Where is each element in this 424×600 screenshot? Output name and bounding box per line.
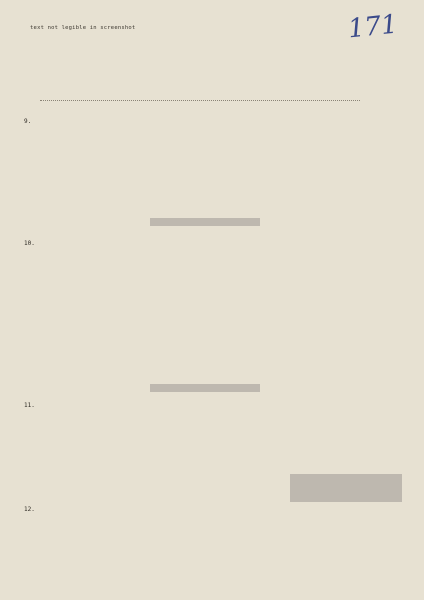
redaction-mark	[150, 218, 260, 226]
entry-3-number: 11.	[24, 402, 35, 409]
entry-3-text	[16, 402, 408, 466]
redaction-mark	[150, 384, 260, 392]
entry-4-text	[16, 506, 408, 592]
redaction-mark	[290, 474, 402, 502]
entry-4-number: 12.	[24, 506, 35, 513]
entry-2-number: 10.	[24, 240, 35, 247]
entry-0-text	[16, 18, 396, 64]
folio-number: 171	[346, 9, 400, 45]
separator-line	[40, 100, 360, 101]
entry-1-number: 9.	[24, 118, 32, 125]
placeholder-note-0: text not legible in screenshot	[30, 25, 136, 31]
entry-2-text	[16, 240, 408, 350]
entry-1-text	[16, 118, 408, 188]
